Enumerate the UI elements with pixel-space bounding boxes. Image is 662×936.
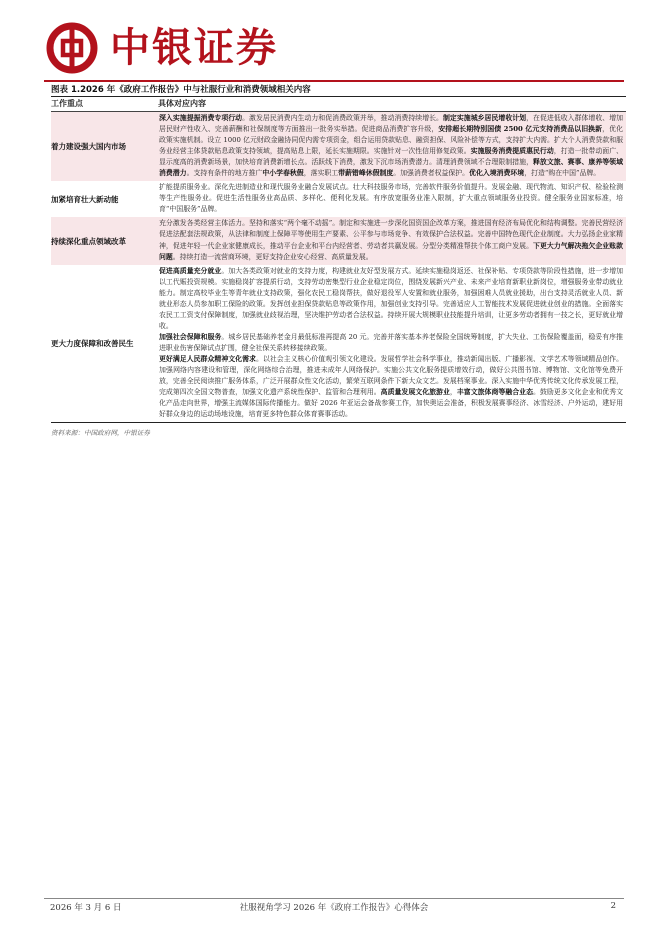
emphasis-text: 制定实施城乡居民增收计划 [442,114,527,122]
emphasis-text: 中小学春秋假 [262,169,304,178]
body-text: 。加大各类政策对就业的支持力度，构建就业友好型发展方式。延续实施稳岗返还、社保补贴、专项贷款等阶段性措施，进一步增加以工代赈投资规模。实施稳岗扩容提质行动，支持劳动密集型行业企业稳定岗位，围绕发展新兴产业、未来产业培育新职业新岗位，增强服务业带动就业能力。制定高校毕业生等青年就业支持政策，强化农民工稳岗帮扶，做好退役军人安置和就业服务，加强困难人员就业援助，出台支持灵活就业人员、新就业形态人员参加职工保险的政策。发挥创业担保贷款贴息等政策作用，加强创业支持引导。完善适应人工智能技术发展促进就业创业的措施。全面落实农民工工资支付保障制度，加强就业歧视治理，坚决维护劳动者合法权益。持续开展大规模职业技能提升培训，让更多劳动者拥有一技之长，更好就业增收。 [159,266,624,330]
content-paragraph [159,354,623,420]
body-text: ，优化政策实施机制。设立 1000 亿元财政金融协同促内需专项资金，组合运用贷款贴息、融资担保、风险补偿等方式，支持扩大内需。扩大个人消费贷款和服务业经营主体贷款贴息政策支持领域，提高贴息上限，延长实施期限。实施针对一次性信用修复政策。 [159,125,624,156]
table-row [51,265,626,423]
page-footer [44,901,624,915]
report-header [44,14,624,80]
body-text: 。激发居民消费内生动力和促消费政策并举，推动消费持续增长。 [242,114,443,122]
emphasis-text: 实施服务消费提质惠民行动 [470,147,554,156]
row-content [156,217,626,264]
emphasis-text: 安排超长期特别国债 2500 亿元支持消费品以旧换新 [438,125,603,134]
row-heading: 着力建设强大国内市场 [51,142,126,152]
table-row [51,217,626,264]
table-body [51,112,626,422]
emphasis-text: 优化入境消费环境 [469,169,525,178]
table-row [51,112,626,181]
body-text: 。加强消费者权益保护。 [393,169,470,178]
figure-title: 图表 1.2026 年《政府工作报告》中与社服行业和消费领域相关内容 [51,85,311,95]
body-text: ，落实职工 [303,169,339,178]
header-rule [44,80,624,82]
body-text: 。持续打造一流营商环境，更好支持企业安心经营、高质量发展。 [172,252,373,261]
content-paragraph [159,113,623,179]
source-note: 资料来源：中国政府网，中银证券 [51,429,150,437]
body-text: 。支持有条件的地方推广 [186,169,263,178]
emphasis-text: 高质量发展文化旅游业 [380,388,450,397]
row-heading: 更大力度保障和改善民生 [51,338,134,348]
content-paragraph [159,266,623,332]
table-row [51,181,626,217]
report-title: 社服视角学习 2026 年《政府工作报告》心得体会 [239,903,429,913]
body-text: ，打造“购在中国”品牌。 [524,169,601,178]
row-content [156,181,626,217]
emphasis-text: 加强社会保障和服务 [159,332,222,341]
body-text: 。以社会主义核心价值观引领文化建设。发展哲学社会科学事业，推动新闻出版、广播影视、文学艺术等领域精品创作。加强网络内容建设和管理，深化网络综合治理，推进未成年人网络保护。实施公共文化服务提质增效行动，做好公共图书馆、博物馆、文化馆等免费开放，完善全民阅读推广服务体系，广泛开展群众性文化活动，繁荣互联网条件下新大众文艺。发展档案事业。深入实施中华优秀传统文化传承发展工程，完成第四次全国文物普查，加强文化遗产系统性保护、监管和合理利用。 [159,354,624,397]
body-text: ，打造一批带动面广、显示度高的消费新场景，加快培育消费新增长点。活跃线下消费，激发下沉市场消费潜力。清理消费领域不合理限制措施， [159,147,624,167]
emphasis-text: 下更大力气解决拖欠企业账款问题 [159,241,624,261]
table-header [51,97,626,112]
report-date: 2026 年 3 月 6 日 [50,903,122,913]
content-paragraph [159,182,623,215]
emphasis-text: 促进高质量充分就业 [159,266,222,275]
row-content [156,265,626,423]
body-text: 。鼓励更多文化企业和优秀文化产品走向世界，增强主流媒体国际传播能力。做好 2026 年亚运会备战参赛工作，加快奥运会准备，积极发展赛事经济、冰雪经济、户外运动，建好用好群众身边的运动场地设施，培育更多特色群众体育赛事活动。 [159,388,624,419]
content-paragraph [159,218,623,262]
emphasis-text: 丰富文旅体商等融合业态 [456,388,534,397]
footer-rule [44,898,624,899]
emphasis-text: 深入实施提振消费专项行动 [159,114,243,122]
row-heading: 持续深化重点领域改革 [51,236,126,246]
policy-table [51,96,626,423]
brand-name: 中银证券 [110,25,278,71]
column-header-content: 具体对应内容 [158,99,206,108]
body-text: ， [449,388,457,397]
emphasis-text: 更好满足人民群众精神文化需求 [159,354,256,363]
body-text: 扩能提质服务业。深化先进制造业和现代服务业融合发展试点。壮大科技服务市场，完善软件服务价值提升。发展金融、现代物流、知识产权、检验检测等生产性服务业。促进生活性服务业高品质、多样化、便利化发展。有序放宽服务业准入限制，扩大重点领域服务业投资。健全服务业国家标准，培育“中国服务”品牌。 [159,183,623,214]
column-header-focus: 工作重点 [51,99,83,108]
emphasis-text: 释放文旅、赛事、康养等领域消费潜力 [159,158,624,178]
bank-of-china-logo-icon [46,22,98,74]
page-number: 2 [610,901,616,911]
content-paragraph [159,332,623,354]
body-text: 。城乡居民基础养老金月最低标准再提高 20 元。完善并落实基本养老保险全国统筹制度，扩大失业、工伤保险覆盖面，稳妥有序推进职业伤害保障试点扩围，健全社保关系转移接续政策。 [159,332,623,352]
emphasis-text: 带薪错峰休假制度 [338,169,394,178]
row-heading: 加紧培育壮大新动能 [51,194,119,204]
body-text: ，在促进低收入群体增收、增加居民财产性收入、完善薪酬和社保制度等方面推出一批务实举措。促进商品消费扩容升级， [159,114,624,134]
body-text: 充分激发各类经营主体活力。坚持和落实“两个毫不动摇”。制定和实施进一步深化国资国企改革方案，推进国有经济布局优化和结构调整。完善民营经济促进法配套法规政策，从法律和制度上保障平等使用生产要素、公平参与市场竞争、有效保护合法权益。完善中国特色现代企业制度。大力弘扬企业家精神，促进年轻一代企业家健康成长，推动平台企业和平台内经营者、劳动者共赢发展。分型分类精准帮扶个体工商户发展。 [159,219,623,250]
row-content [156,112,626,181]
